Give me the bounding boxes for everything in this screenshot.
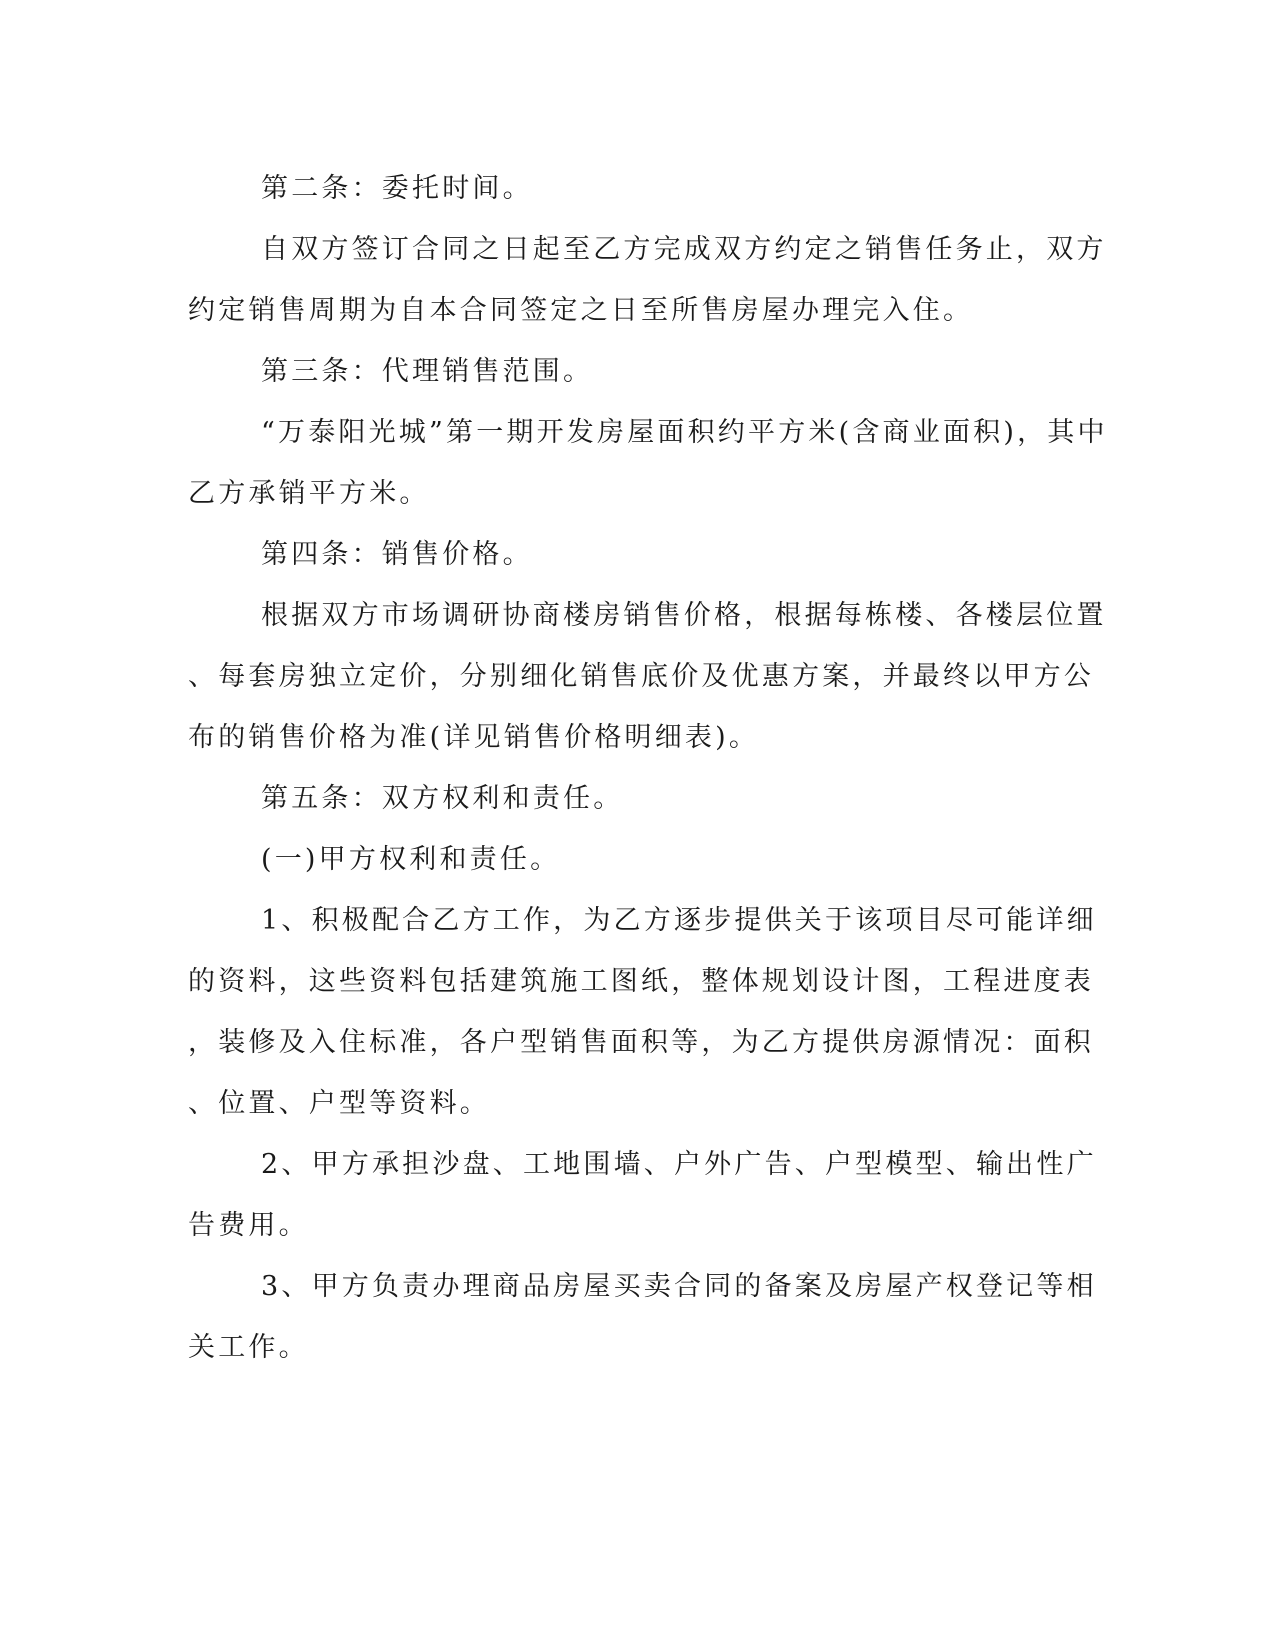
- text-line: 约定销售周期为自本合同签定之日至所售房屋办理完入住。: [188, 295, 974, 326]
- text-line: 布的销售价格为准(详见销售价格明细表)。: [188, 722, 760, 753]
- document-body: [188, 158, 1108, 1378]
- text-line: 、位置、户型等资料。: [188, 1088, 490, 1119]
- text-line: (一)甲方权利和责任。: [261, 844, 561, 875]
- text-line: 关工作。: [188, 1332, 309, 1363]
- text-line: 第四条：销售价格。: [261, 539, 533, 570]
- text-line: “万泰阳光城”第一期开发房屋面积约平方米(含商业面积)，其中: [261, 417, 1108, 448]
- text-line: 3、甲方负责办理商品房屋买卖合同的备案及房屋产权登记等相: [261, 1271, 1097, 1302]
- text-line: 乙方承销平方米。: [188, 478, 430, 509]
- text-line: 自双方签订合同之日起至乙方完成双方约定之销售任务止，双方: [261, 234, 1107, 265]
- text-line: 告费用。: [188, 1210, 309, 1241]
- text-line: 第五条：双方权利和责任。: [261, 783, 624, 814]
- text-line: 根据双方市场调研协商楼房销售价格，根据每栋楼、各楼层位置: [261, 600, 1107, 631]
- text-line: 2、甲方承担沙盘、工地围墙、户外广告、户型模型、输出性广: [261, 1149, 1097, 1180]
- text-line: 1、积极配合乙方工作，为乙方逐步提供关于该项目尽可能详细: [261, 905, 1097, 936]
- text-line: 、每套房独立定价，分别细化销售底价及优惠方案，并最终以甲方公: [188, 661, 1094, 692]
- text-line: 的资料，这些资料包括建筑施工图纸，整体规划设计图，工程进度表: [188, 966, 1094, 997]
- text-line: ，装修及入住标准，各户型销售面积等，为乙方提供房源情况：面积: [188, 1027, 1094, 1058]
- text-line: 第二条：委托时间。: [261, 173, 533, 204]
- text-line: 第三条：代理销售范围。: [261, 356, 594, 387]
